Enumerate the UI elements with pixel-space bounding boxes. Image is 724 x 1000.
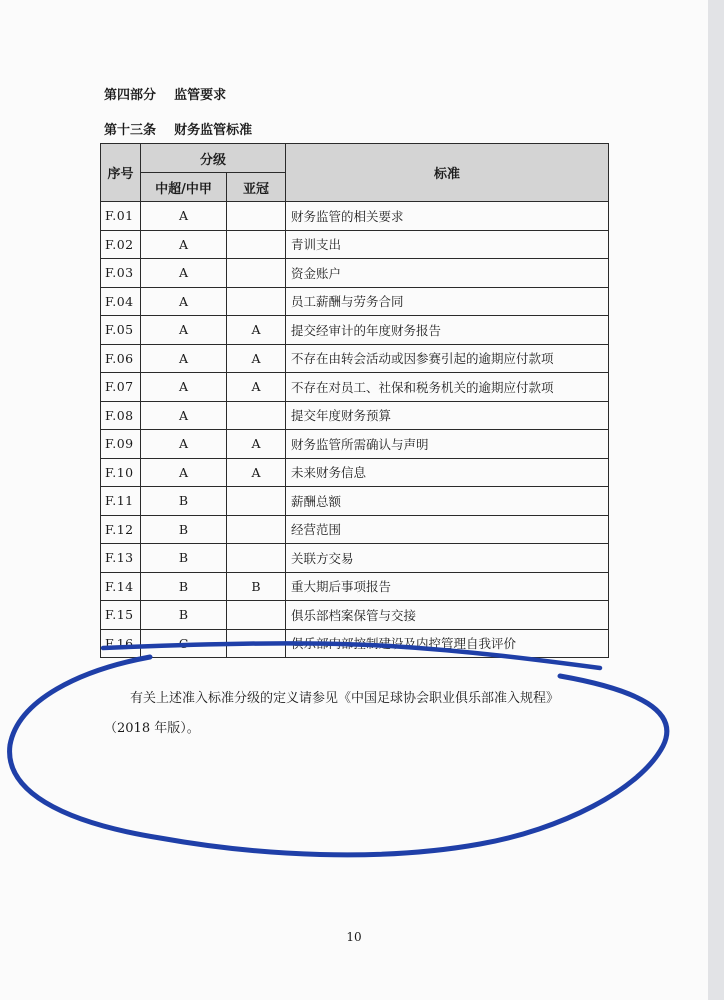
row-standard: 俱乐部内部控制建设及内控管理自我评价 bbox=[286, 629, 609, 658]
row-league-grade: B bbox=[141, 572, 227, 601]
footnote-text: 有关上述准入标准分级的定义请参见《中国足球协会职业俱乐部准入规程》（2018 年版）。 bbox=[104, 691, 560, 736]
row-acl-grade bbox=[227, 230, 286, 259]
page-number: 10 bbox=[346, 930, 362, 944]
row-standard: 提交年度财务预算 bbox=[286, 401, 609, 430]
row-standard: 提交经审计的年度财务报告 bbox=[286, 316, 609, 345]
article-heading: 第十三条 财务监管标准 bbox=[104, 123, 253, 138]
row-league-grade: A bbox=[141, 458, 227, 487]
row-acl-grade: A bbox=[227, 430, 286, 459]
row-league-grade: A bbox=[141, 259, 227, 288]
finance-standards-table bbox=[100, 143, 609, 658]
table-row bbox=[101, 401, 609, 430]
table-row bbox=[101, 316, 609, 345]
row-acl-grade: A bbox=[227, 458, 286, 487]
row-league-grade: A bbox=[141, 230, 227, 259]
row-league-grade: A bbox=[141, 287, 227, 316]
table-row bbox=[101, 287, 609, 316]
table-row bbox=[101, 515, 609, 544]
row-standard: 资金账户 bbox=[286, 259, 609, 288]
row-code: F.16 bbox=[101, 629, 141, 658]
row-code: F.06 bbox=[101, 344, 141, 373]
row-standard: 财务监管所需确认与声明 bbox=[286, 430, 609, 459]
row-acl-grade: B bbox=[227, 572, 286, 601]
row-code: F.09 bbox=[101, 430, 141, 459]
row-league-grade: A bbox=[141, 344, 227, 373]
row-league-grade: B bbox=[141, 487, 227, 516]
header-acl: 亚冠 bbox=[227, 173, 286, 202]
row-acl-grade: A bbox=[227, 373, 286, 402]
table-row bbox=[101, 430, 609, 459]
row-code: F.04 bbox=[101, 287, 141, 316]
header-seq: 序号 bbox=[101, 144, 141, 202]
row-standard: 不存在由转会活动或因参赛引起的逾期应付款项 bbox=[286, 344, 609, 373]
row-code: F.01 bbox=[101, 202, 141, 231]
row-standard: 重大期后事项报告 bbox=[286, 572, 609, 601]
row-league-grade: A bbox=[141, 401, 227, 430]
table-body bbox=[101, 202, 609, 658]
row-acl-grade bbox=[227, 487, 286, 516]
header-league: 中超/中甲 bbox=[141, 173, 227, 202]
table-row bbox=[101, 544, 609, 573]
row-standard: 青训支出 bbox=[286, 230, 609, 259]
row-acl-grade bbox=[227, 287, 286, 316]
row-league-grade: A bbox=[141, 202, 227, 231]
row-league-grade: A bbox=[141, 373, 227, 402]
row-standard: 财务监管的相关要求 bbox=[286, 202, 609, 231]
row-acl-grade bbox=[227, 601, 286, 630]
table-row bbox=[101, 202, 609, 231]
row-code: F.15 bbox=[101, 601, 141, 630]
row-code: F.10 bbox=[101, 458, 141, 487]
table-row bbox=[101, 458, 609, 487]
row-standard: 不存在对员工、社保和税务机关的逾期应付款项 bbox=[286, 373, 609, 402]
row-acl-grade bbox=[227, 202, 286, 231]
row-league-grade: B bbox=[141, 515, 227, 544]
table-row bbox=[101, 572, 609, 601]
table-row bbox=[101, 259, 609, 288]
row-standard: 经营范围 bbox=[286, 515, 609, 544]
viewer-scroll-gutter bbox=[708, 0, 724, 1000]
row-league-grade: B bbox=[141, 544, 227, 573]
table-row bbox=[101, 601, 609, 630]
table-row bbox=[101, 230, 609, 259]
table-row bbox=[101, 373, 609, 402]
row-code: F.02 bbox=[101, 230, 141, 259]
row-standard: 俱乐部档案保管与交接 bbox=[286, 601, 609, 630]
footnote-paragraph bbox=[104, 684, 594, 744]
row-league-grade: C bbox=[141, 629, 227, 658]
row-code: F.14 bbox=[101, 572, 141, 601]
row-acl-grade: A bbox=[227, 316, 286, 345]
table-row bbox=[101, 487, 609, 516]
row-standard: 薪酬总额 bbox=[286, 487, 609, 516]
row-acl-grade bbox=[227, 515, 286, 544]
row-code: F.07 bbox=[101, 373, 141, 402]
row-league-grade: A bbox=[141, 316, 227, 345]
header-standard: 标准 bbox=[286, 144, 609, 202]
row-acl-grade: A bbox=[227, 344, 286, 373]
row-standard: 未来财务信息 bbox=[286, 458, 609, 487]
row-acl-grade bbox=[227, 629, 286, 658]
header-grade: 分级 bbox=[141, 144, 286, 173]
row-code: F.08 bbox=[101, 401, 141, 430]
row-code: F.03 bbox=[101, 259, 141, 288]
row-acl-grade bbox=[227, 401, 286, 430]
row-standard: 员工薪酬与劳务合同 bbox=[286, 287, 609, 316]
row-acl-grade bbox=[227, 544, 286, 573]
row-league-grade: B bbox=[141, 601, 227, 630]
row-code: F.13 bbox=[101, 544, 141, 573]
table-row bbox=[101, 344, 609, 373]
row-acl-grade bbox=[227, 259, 286, 288]
table-row bbox=[101, 629, 609, 658]
row-code: F.12 bbox=[101, 515, 141, 544]
row-standard: 关联方交易 bbox=[286, 544, 609, 573]
part-heading: 第四部分 监管要求 bbox=[104, 88, 227, 103]
row-code: F.11 bbox=[101, 487, 141, 516]
row-league-grade: A bbox=[141, 430, 227, 459]
row-code: F.05 bbox=[101, 316, 141, 345]
